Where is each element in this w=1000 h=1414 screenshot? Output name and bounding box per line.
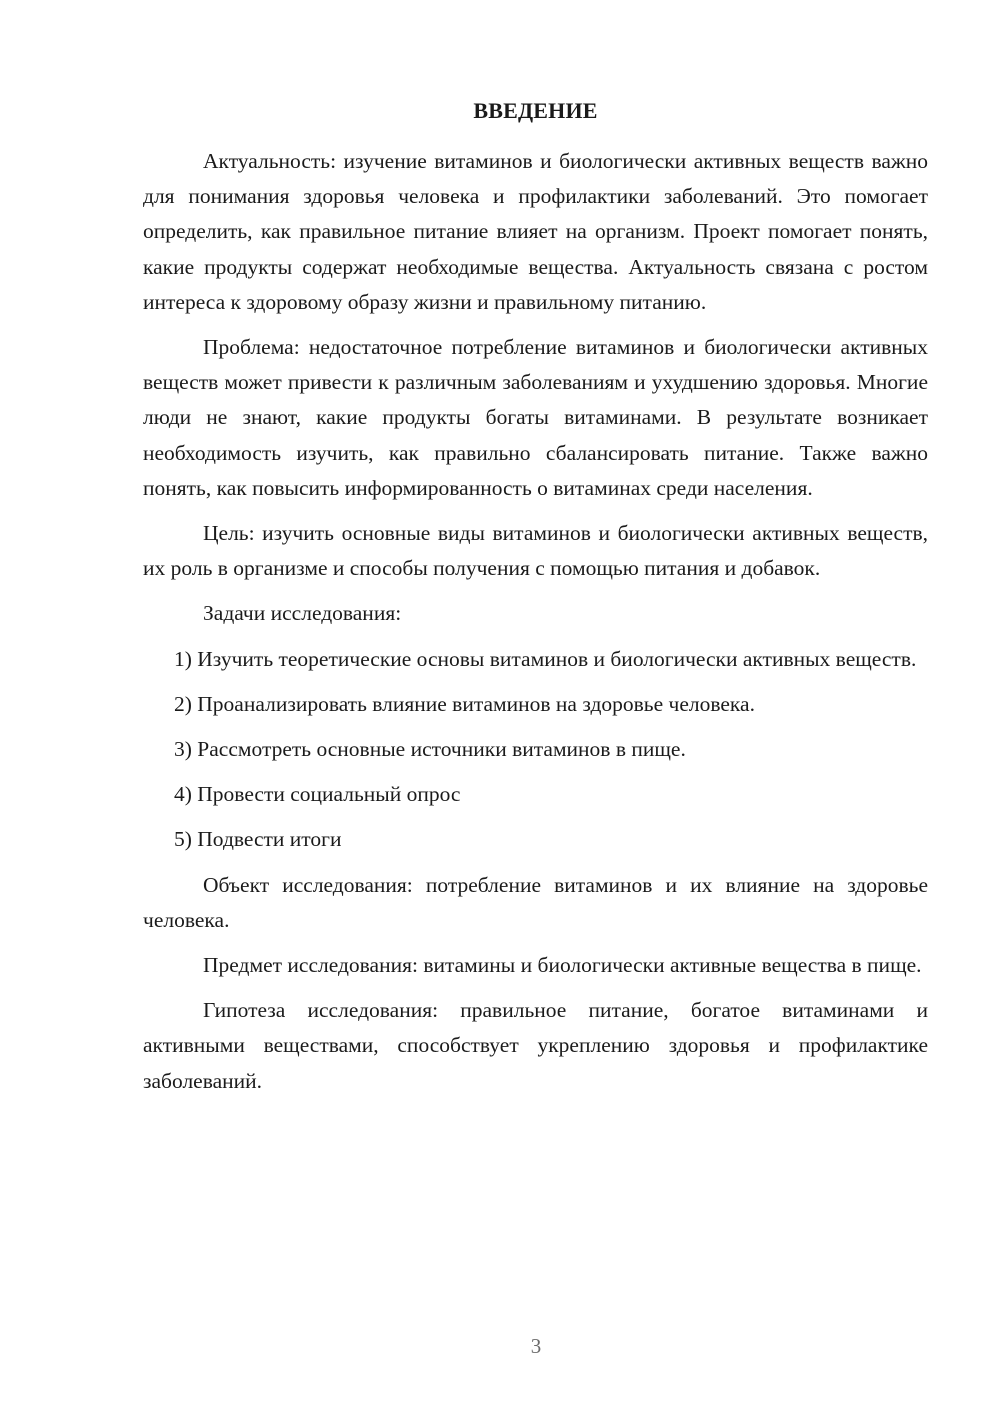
task-item-4: 4) Провести социальный опрос [174, 782, 461, 807]
paragraph-problem: Проблема: недостаточное потребление витаминов и биологически активных веществ может привести к различным заболеваниям и ухудшению здоровья. Многие люди не знают, какие продукты богаты витаминами. В результате возникает необходимость изучить, как правильно сбалансировать питание. Также важно понять, как повысить информированность о витаминах среди населения. [143, 335, 928, 500]
paragraph-object: Объект исследования: потребление витаминов и их влияние на здоровье человека. [143, 872, 928, 932]
document-page [143, 96, 928, 1109]
paragraph-goal: Цель: изучить основные виды витаминов и биологически активных веществ, их роль в организме и способы получения с помощью питания и добавок. [143, 521, 928, 581]
paragraph-hypothesis: Гипотеза исследования: правильное питание, богатое витаминами и активными веществами, способствует укреплению здоровья и профилактике заболеваний. [143, 998, 928, 1093]
tasks-heading: Задачи исследования: [203, 601, 402, 626]
task-item-5: 5) Подвести итоги [174, 827, 342, 852]
page-number: 3 [530, 1334, 542, 1358]
task-item-2: 2) Проанализировать влияние витаминов на здоровье человека. [174, 691, 755, 716]
paragraph-relevance: Актуальность: изучение витаминов и биологически активных веществ важно для понимания здоровья человека и профилактики заболеваний. Это помогает определить, как правильное питание влияет на организм. Проект помогает понять, какие продукты содержат необходимые вещества. Актуальность связана с ростом интереса к здоровому образу жизни и правильному питанию. [143, 149, 928, 314]
task-item-1: 1) Изучить теоретические основы витаминов и биологически активных веществ. [174, 646, 917, 671]
paragraph-subject: Предмет исследования: витамины и биологически активные вещества в пище. [203, 953, 922, 978]
section-title: ВВЕДЕНИЕ [473, 98, 598, 123]
task-item-3: 3) Рассмотреть основные источники витаминов в пище. [174, 737, 686, 762]
